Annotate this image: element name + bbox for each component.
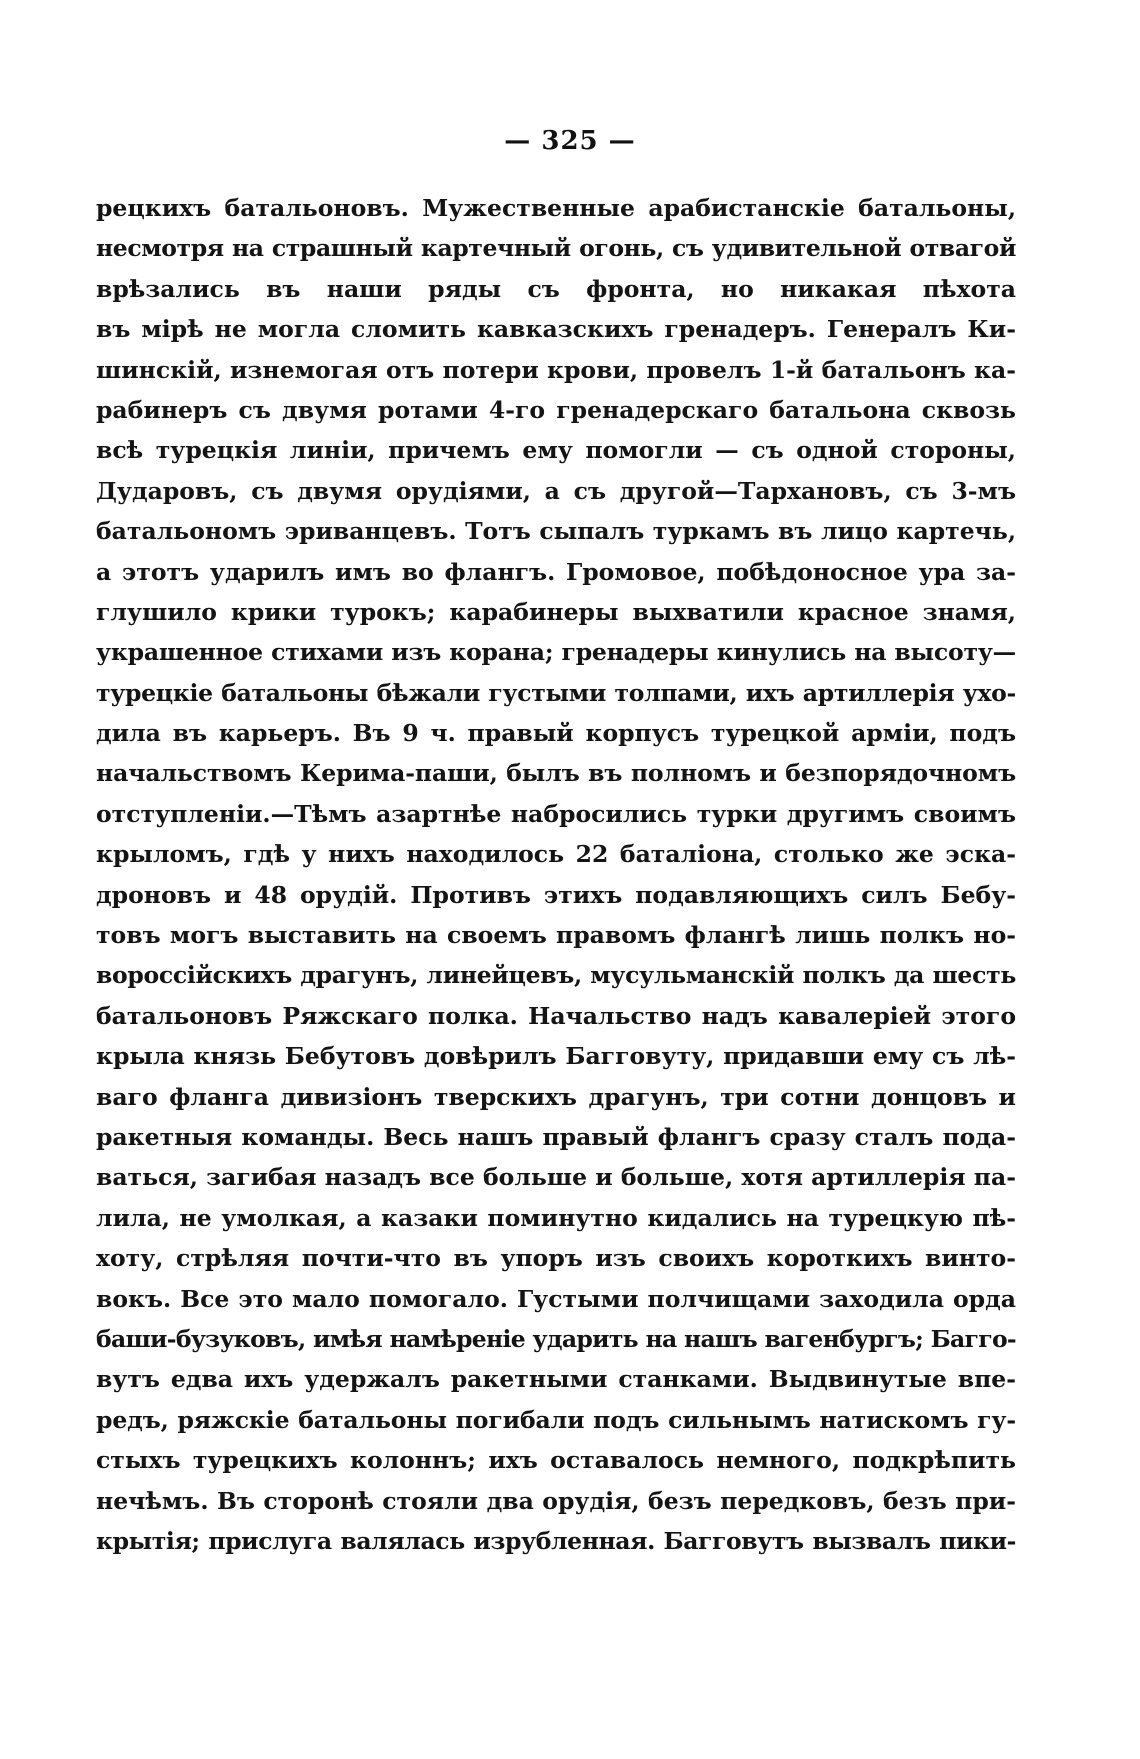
text-line: шинскій, изнемогая отъ потери крови, провелъ 1-й батальонъ ка- [96,355,1016,384]
body-text [96,188,1016,1561]
text-line: крыломъ, гдѣ у нихъ находилось 22 баталіона, столько же эска- [96,840,1016,869]
text-line: вокъ. Все это мало помогало. Густыми полчищами заходила орда [96,1284,1016,1313]
text-line: рецкихъ батальоновъ. Мужественные арабистанскіе батальоны, [96,194,1016,222]
text-line: крыла князь Бебутовъ довѣрилъ Багговуту, придавши ему съ лѣ- [96,1042,1016,1071]
text-line: лила, не умолкая, а казаки поминутно кидались на турецкую пѣ- [96,1203,1016,1232]
text-line: врѣзались въ наши ряды съ фронта, но никакая пѣхота [96,274,1016,303]
text-line: батальономъ эриванцевъ. Тотъ сыпалъ туркамъ въ лицо картечь, [96,517,1016,546]
text-line: ваться, загибая назадъ все больше и больше, хотя артиллерія па- [96,1163,1016,1192]
text-line: а этотъ ударилъ имъ во флангъ. Громовое, побѣдоносное ура за- [96,557,1016,586]
text-line: вутъ едва ихъ удержалъ ракетными станками. Выдвинутые впе- [96,1365,1016,1394]
text-line: хоту, стрѣляя почти-что въ упоръ изъ своихъ короткихъ винто- [96,1244,1016,1273]
text-line: начальствомъ Керима-паши, былъ въ полномъ и безпорядочномъ [96,759,1016,788]
text-line: рабинеръ съ двумя ротами 4-го гренадерскаго батальона сквозь [96,395,1016,424]
text-line: всѣ турецкія линіи, причемъ ему помогли — съ одной стороны, [96,436,1016,465]
text-line: батальоновъ Ряжскаго полка. Начальство надъ кавалеріей этого [96,1001,1016,1030]
text-line: ракетныя команды. Весь нашъ правый флангъ сразу сталъ пода- [96,1122,1016,1151]
text-line: турецкіе батальоны бѣжали густыми толпами, ихъ артиллерія ухо- [96,678,1016,707]
text-line: украшенное стихами изъ корана; гренадеры кинулись на высоту— [96,638,1016,667]
text-line: дроновъ и 48 орудій. Противъ этихъ подавляющихъ силъ Бебу- [96,880,1016,909]
page-number: — 325 — [504,126,636,156]
text-line: глушило крики турокъ; карабинеры выхватили красное знамя, [96,597,1016,626]
text-line: нечѣмъ. Въ сторонѣ стояли два орудія, безъ передковъ, безъ при- [96,1486,1016,1515]
text-line: въ мірѣ не могла сломить кавказскихъ гренадеръ. Генералъ Ки- [96,315,1016,344]
text-line: ваго фланга дивизіонъ тверскихъ драгунъ, три сотни донцовъ и [96,1082,1016,1111]
text-line: Дударовъ, съ двумя орудіями, а съ другой—Тархановъ, съ 3-мъ [96,476,1016,505]
text-line: товъ могъ выставить на своемъ правомъ флангѣ лишь полкъ но- [96,921,1016,950]
text-line: крытія; прислуга валялась изрубленная. Багговутъ вызвалъ пики- [96,1526,1016,1555]
text-line: вороссійскихъ драгунъ, линейцевъ, мусульманскій полкъ да шесть [96,961,1016,990]
text-line: стыхъ турецкихъ колоннъ; ихъ оставалось немного, подкрѣпить [96,1446,1016,1475]
text-line: отступленіи.—Тѣмъ азартнѣе набросились турки другимъ своимъ [96,799,1016,828]
text-line: дила въ карьеръ. Въ 9 ч. правый корпусъ турецкой арміи, подъ [96,719,1016,748]
text-line: редъ, ряжскіе батальоны погибали подъ сильнымъ натискомъ гу- [96,1405,1016,1434]
text-line: баши-бузуковъ, имѣя намѣреніе ударить на нашъ вагенбургъ; Багго- [96,1324,1016,1353]
text-line: несмотря на страшный картечный огонь, съ удивительной отвагой [96,234,1016,263]
